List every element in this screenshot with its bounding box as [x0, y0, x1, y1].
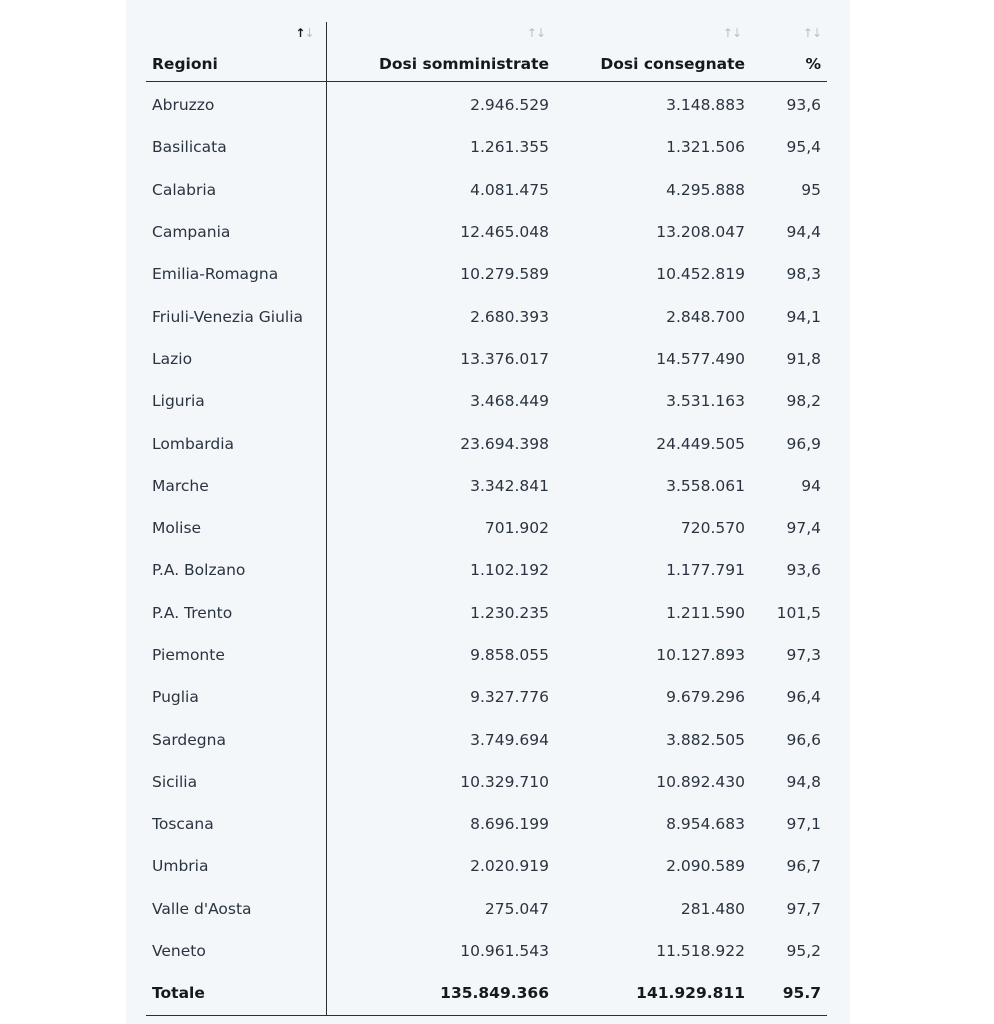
cell-administered: 3.749.694	[470, 730, 549, 749]
table-row	[146, 295, 827, 337]
table-row	[146, 803, 827, 845]
cell-region: Campania	[146, 211, 326, 253]
cell-region: P.A. Trento	[146, 592, 326, 634]
cell-delivered: 3.558.061	[666, 476, 745, 495]
cell-delivered: 2.848.700	[666, 307, 745, 326]
table-row	[146, 253, 827, 295]
column-header-label: Dosi somministrate	[379, 55, 549, 73]
table-row	[146, 380, 827, 422]
cell-percent: 96,6	[786, 730, 821, 749]
table-header-row	[146, 22, 827, 82]
sort-arrows-icon[interactable]: ↑↓	[295, 26, 314, 40]
cell-percent: 96,4	[786, 688, 821, 707]
table-row	[146, 930, 827, 972]
table-row	[146, 422, 827, 464]
cell-percent: 94,4	[786, 223, 821, 242]
cell-percent: 98,2	[786, 392, 821, 411]
table-body	[146, 82, 827, 1016]
cell-administered: 10.279.589	[460, 265, 549, 284]
cell-delivered: 3.531.163	[666, 392, 745, 411]
cell-delivered: 10.452.819	[656, 265, 745, 284]
cell-region: Sicilia	[146, 761, 326, 803]
table-row	[146, 507, 827, 549]
sort-arrows-icon[interactable]: ↑↓	[722, 26, 741, 40]
table-row	[146, 465, 827, 507]
cell-administered: 10.961.543	[460, 942, 549, 961]
cell-region: Toscana	[146, 803, 326, 845]
column-header-regioni[interactable]	[146, 22, 326, 82]
cell-region: Valle d'Aosta	[146, 888, 326, 930]
column-header-label: Regioni	[152, 55, 218, 73]
table-row	[146, 338, 827, 380]
cell-administered: 2.946.529	[470, 96, 549, 115]
cell-percent: 91,8	[786, 349, 821, 368]
cell-region: Veneto	[146, 930, 326, 972]
column-header-label: %	[805, 55, 821, 73]
cell-region: Marche	[146, 465, 326, 507]
cell-percent: 95,4	[786, 138, 821, 157]
column-header-dosi-somministrate[interactable]	[326, 22, 555, 82]
table-row	[146, 126, 827, 168]
table-row	[146, 718, 827, 760]
cell-percent: 96,7	[786, 857, 821, 876]
sort-arrows-icon[interactable]: ↑↓	[802, 26, 821, 40]
cell-percent: 93,6	[786, 96, 821, 115]
cell-delivered: 10.892.430	[656, 772, 745, 791]
table-row	[146, 549, 827, 591]
table-row	[146, 845, 827, 887]
cell-delivered: 8.954.683	[666, 815, 745, 834]
table-row	[146, 592, 827, 634]
cell-region: Abruzzo	[146, 82, 326, 127]
cell-percent: 97,1	[786, 815, 821, 834]
table-row	[146, 634, 827, 676]
cell-percent: 95.7	[751, 972, 827, 1015]
cell-percent: 94,1	[786, 307, 821, 326]
sort-arrows-icon[interactable]: ↑↓	[526, 26, 545, 40]
cell-percent: 95,2	[786, 942, 821, 961]
cell-delivered: 2.090.589	[666, 857, 745, 876]
cell-percent: 94,8	[786, 772, 821, 791]
cell-administered: 701.902	[484, 519, 549, 538]
cell-percent: 94	[801, 476, 821, 495]
cell-region: Calabria	[146, 169, 326, 211]
cell-delivered: 3.148.883	[666, 96, 745, 115]
cell-delivered: 3.882.505	[666, 730, 745, 749]
table-row	[146, 211, 827, 253]
cell-region: Friuli-Venezia Giulia	[146, 295, 326, 337]
cell-administered: 1.261.355	[470, 138, 549, 157]
cell-delivered: 141.929.811	[555, 972, 751, 1015]
cell-administered: 275.047	[484, 899, 549, 918]
column-header-percent[interactable]	[751, 22, 827, 82]
cell-percent: 98,3	[786, 265, 821, 284]
cell-region: Liguria	[146, 380, 326, 422]
cell-delivered: 1.211.590	[666, 603, 745, 622]
cell-administered: 9.327.776	[470, 688, 549, 707]
cell-administered: 10.329.710	[460, 772, 549, 791]
cell-administered: 4.081.475	[470, 180, 549, 199]
cell-administered: 1.102.192	[470, 561, 549, 580]
cell-administered: 12.465.048	[460, 223, 549, 242]
cell-administered: 135.849.366	[326, 972, 555, 1015]
cell-administered: 9.858.055	[470, 646, 549, 664]
cell-percent: 97,4	[786, 519, 821, 538]
table-row	[146, 761, 827, 803]
cell-delivered: 11.518.922	[656, 942, 745, 961]
cell-delivered: 9.679.296	[666, 688, 745, 707]
cell-delivered: 1.177.791	[666, 561, 745, 580]
cell-percent: 97,7	[786, 899, 821, 918]
total-row	[146, 972, 827, 1015]
cell-administered: 23.694.398	[460, 434, 549, 453]
cell-region: Basilicata	[146, 126, 326, 168]
cell-administered: 3.342.841	[470, 476, 549, 495]
cell-delivered: 720.570	[680, 519, 745, 538]
cell-delivered: 1.321.506	[666, 138, 745, 157]
cell-region: P.A. Bolzano	[146, 549, 326, 591]
cell-region: Totale	[146, 972, 326, 1015]
cell-administered: 2.020.919	[470, 857, 549, 876]
cell-region: Sardegna	[146, 718, 326, 760]
cell-administered: 2.680.393	[470, 307, 549, 326]
cell-region: Umbria	[146, 845, 326, 887]
cell-delivered: 24.449.505	[656, 434, 745, 453]
table-row	[146, 676, 827, 718]
cell-region: Lombardia	[146, 422, 326, 464]
cell-percent: 96,9	[786, 434, 821, 453]
cell-percent: 97,3	[786, 646, 821, 664]
vaccine-doses-table	[146, 22, 827, 1016]
cell-percent: 101,5	[776, 603, 821, 622]
column-header-label: Dosi consegnate	[600, 55, 745, 73]
cell-administered: 8.696.199	[470, 815, 549, 834]
cell-region: Piemonte	[146, 634, 326, 676]
cell-percent: 93,6	[786, 561, 821, 580]
cell-region: Puglia	[146, 676, 326, 718]
cell-percent: 95	[801, 180, 821, 199]
table-row	[146, 169, 827, 211]
table-row	[146, 82, 827, 127]
cell-region: Emilia-Romagna	[146, 253, 326, 295]
cell-administered: 1.230.235	[470, 603, 549, 622]
cell-delivered: 13.208.047	[656, 223, 745, 242]
cell-delivered: 281.480	[680, 899, 745, 918]
cell-region: Lazio	[146, 338, 326, 380]
column-header-dosi-consegnate[interactable]	[555, 22, 751, 82]
cell-administered: 13.376.017	[460, 349, 549, 368]
cell-delivered: 4.295.888	[666, 180, 745, 199]
cell-administered: 3.468.449	[470, 392, 549, 411]
cell-delivered: 10.127.893	[656, 646, 745, 664]
cell-region: Molise	[146, 507, 326, 549]
table-row	[146, 888, 827, 930]
cell-delivered: 14.577.490	[656, 349, 745, 368]
